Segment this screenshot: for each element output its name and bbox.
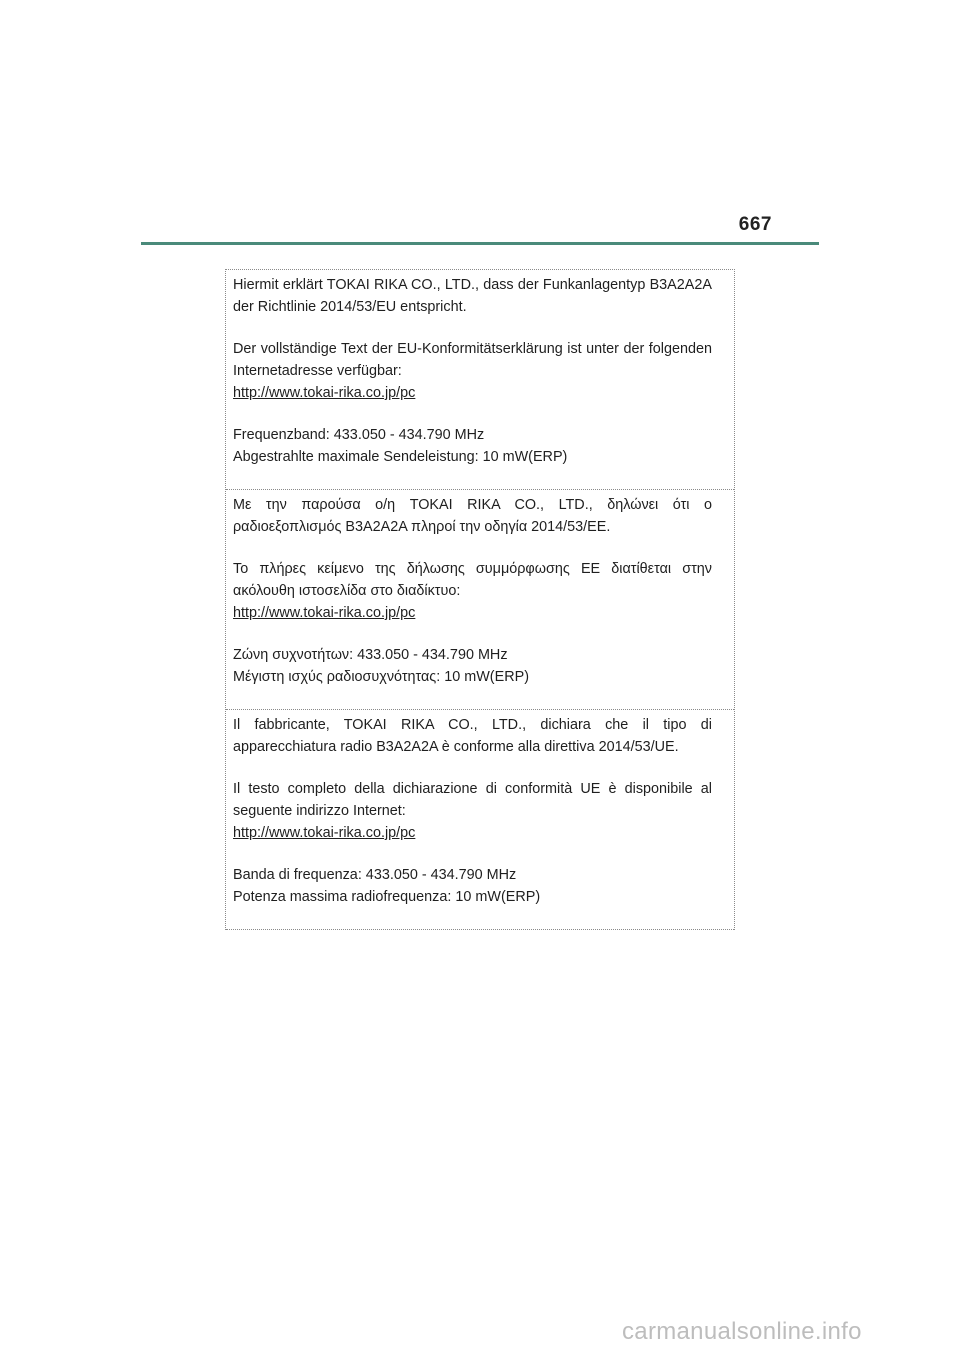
watermark-text: carmanualsonline.info [622,1318,862,1345]
frequency-band: Ζώνη συχνοτήτων: 433.050 - 434.790 MHz [233,647,508,663]
availability-text: Το πλήρες κείμενο της δήλωσης συμμόρφωσης ΕΕ διατίθεται στην ακόλουθη ιστοσελίδα στο διαδίκτυο: [233,561,712,599]
declaration-statement: Με την παρούσα ο/η TOKAI RIKA CO., LTD., δηλώνει ότι ο ραδιοεξοπλισμός B3A2A2A πληροί την οδηγία 2014/53/ΕΕ. [233,497,712,535]
header-rule [141,242,819,245]
declaration-statement: Hiermit erklärt TOKAI RIKA CO., LTD., dass der Funkanlagentyp B3A2A2A der Richtlinie 2014/53/EU entspricht. [233,277,712,315]
section-german [226,270,734,490]
availability-text: Il testo completo della dichiarazione di conformità UE è disponibile al seguente indirizzo Internet: [233,781,712,819]
frequency-band: Banda di frequenza: 433.050 - 434.790 MHz [233,867,517,883]
frequency-band: Frequenzband: 433.050 - 434.790 MHz [233,427,485,443]
availability-text: Der vollständige Text der EU-Konformitätserklärung ist unter der folgenden Internetadresse verfügbar: [233,341,712,379]
declaration-url-link[interactable]: http://www.tokai-rika.co.jp/pc [233,825,416,841]
max-power: Μέγιστη ισχύς ραδιοσυχνότητας: 10 mW(ERP) [233,669,529,685]
page-number: 667 [738,214,772,235]
declaration-url-link[interactable]: http://www.tokai-rika.co.jp/pc [233,605,416,621]
declaration-url-link[interactable]: http://www.tokai-rika.co.jp/pc [233,385,416,401]
max-power: Potenza massima radiofrequenza: 10 mW(ERP) [233,889,541,905]
section-italian [226,710,734,930]
declaration-box [225,269,735,930]
max-power: Abgestrahlte maximale Sendeleistung: 10 mW(ERP) [233,449,568,465]
declaration-statement: Il fabbricante, TOKAI RIKA CO., LTD., dichiara che il tipo di apparecchiatura radio B3A2A2A è conforme alla direttiva 2014/53/UE. [233,717,712,755]
section-greek [226,490,734,710]
